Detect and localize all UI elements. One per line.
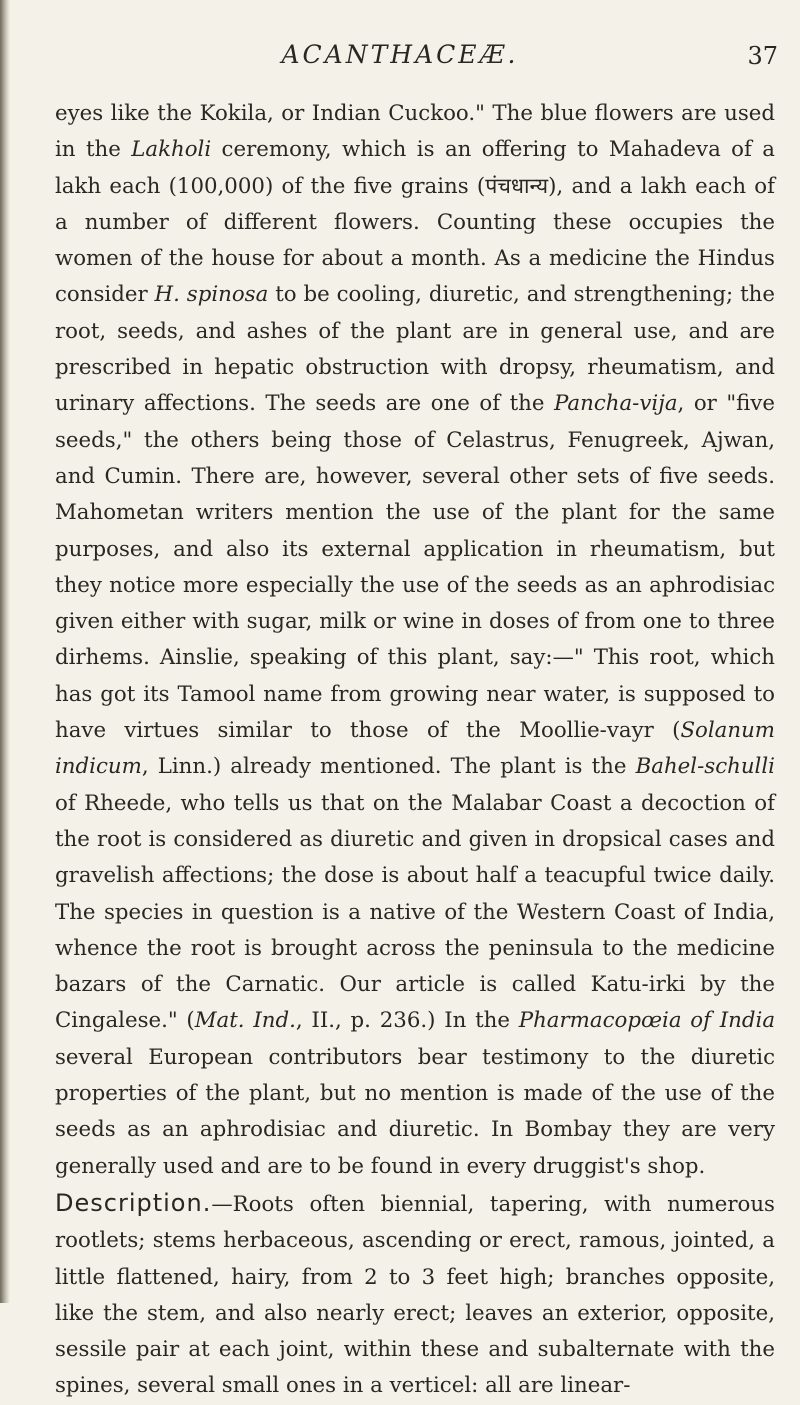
binding-shadow <box>0 0 10 1303</box>
text-run: eyes like the Kokila, or Indian Cuckoo." The blue flowers are used in the <box>55 101 775 163</box>
italic-term: Solanum indicum <box>55 718 775 780</box>
text-run: ceremony, which is an offering to Mahadeva of a lakh each (100,000) of the five grains ( <box>55 137 775 199</box>
page-number: 37 <box>747 42 778 70</box>
text-run: —Roots often biennial, tapering, with numerous rootlets; stems herbaceous, ascending or erect, ramous, jointed, a little flattened, hairy, from 2 to 3 feet high; branches opposite, like the stem, and also nearly erect; leaves an exterior, opposite, sessile pair at each joint, within these and subalternate with the spines, several small ones in a verticel: all are linear- <box>55 1191 775 1399</box>
running-head: ACANTHACEÆ. <box>281 40 519 69</box>
italic-term: Mat. Ind. <box>194 1008 296 1034</box>
paragraph-description <box>55 1185 775 1405</box>
body-text <box>55 96 775 1405</box>
devanagari-term: पंचधान्य <box>485 173 549 199</box>
text-run: several European contributors bear testimony to the diuretic properties of the plant, but no mention is made of the use of the seeds as an aphrodisiac and diuretic. In Bombay they are very generally used and are to be found in every druggist's shop. <box>55 1044 775 1179</box>
italic-term: H. spinosa <box>154 282 269 308</box>
text-run: to be cooling, diuretic, and strengthening; the root, seeds, and ashes of the plant are in general use, and are prescribed in hepatic obstruction with dropsy, rheumatism, and urinary affections. The seeds are one of the <box>55 282 775 417</box>
description-heading: Description. <box>55 1188 212 1217</box>
paragraph-main <box>55 96 775 1185</box>
page-header <box>0 38 800 78</box>
text-run: , or "five seeds," the others being those of Celastrus, Fenugreek, Ajwan, and Cumin. There are, however, several other sets of five seeds. Mahometan writers mention the use of the plant for the same purposes, and also its external application in rheumatism, but they notice more especially the use of the seeds as an aphrodisiac given either with sugar, milk or wine in doses of from one to three dirhems. Ainslie, speaking of this plant, say:—" This root, which has got its Tamool name from growing near water, is supposed to have virtues similar to those of the Moollie-vayr ( <box>55 391 776 744</box>
italic-term: Lakholi <box>131 137 212 163</box>
italic-term: Bahel-schulli <box>635 754 775 780</box>
text-run: , Linn.) already mentioned. The plant is the <box>141 754 636 780</box>
text-run: , II., p. 236.) In the <box>295 1008 519 1034</box>
italic-term: Pancha-vija <box>554 391 678 417</box>
italic-term: Pharmacopœia of India <box>518 1008 776 1034</box>
text-run: ), and a lakh each of a number of different flowers. Counting these occupies the women of the house for about a month. As a medicine the Hindus consider <box>55 173 775 308</box>
text-run: of Rheede, who tells us that on the Malabar Coast a decoction of the root is considered as diuretic and given in dropsical cases and gravelish affections; the dose is about half a teacupful twice daily. The species in question is a native of the Western Coast of India, whence the root is brought across the peninsula to the medicine bazars of the Carnatic. Our article is called Katu-irki by the Cingalese." ( <box>55 790 775 1034</box>
